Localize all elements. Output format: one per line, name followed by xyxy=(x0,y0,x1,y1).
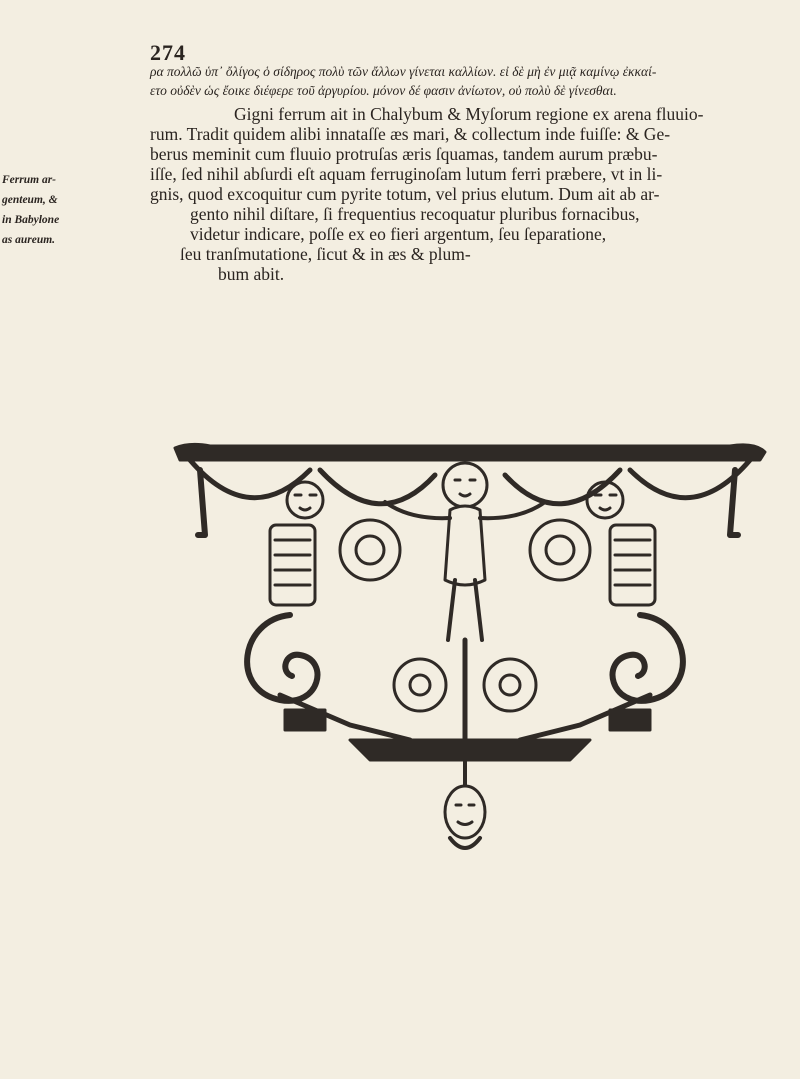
putto-head xyxy=(443,463,487,507)
margin-note-line: in Babylone xyxy=(2,214,60,226)
right-flower xyxy=(484,659,536,711)
page-number: 274 xyxy=(150,40,186,65)
latin-line: ſeu tranſmutatione, ſicut & in æs & plum- xyxy=(180,244,471,264)
right-scroll xyxy=(613,615,683,701)
top-bar xyxy=(175,444,765,460)
left-scroll xyxy=(247,615,317,701)
greek-line: ρα πολλῶ ὑπ᾽ ὄλίγος ὁ σίδηρος πολὺ τῶν ἄλλων γίνεται καλλίων. εἰ δὲ μὴ ἐν μιᾷ καμίνῳ ἐκκαί- xyxy=(150,64,657,79)
base-plinth xyxy=(350,740,590,760)
tailpiece-ornament xyxy=(170,440,768,860)
greek-line: ετο οὐδὲν ὡς ἔοικε διέφερε τοῦ ἀργυρίου. μόνον δέ φασιν ἀνίωτον, οὐ πολὺ δὲ γίνεσθαι. xyxy=(150,83,617,98)
latin-line: rum. Tradit quidem alibi innataſſe æs mari, & collectum inde fuiſſe: & Ge- xyxy=(150,124,671,144)
latin-line: Gigni ferrum ait in Chalybum & Myſorum regione ex arena fluuio- xyxy=(234,104,704,124)
latin-line: iſſe, ſed nihil abſurdi eſt aquam ferruginoſam lutum ferri præbere, vt in li- xyxy=(150,164,663,184)
putto-legs xyxy=(448,580,482,640)
latin-line: gento nihil diſtare, ſi frequentius recoquatur pluribus fornacibus, xyxy=(190,204,640,224)
bottom-mask xyxy=(445,786,485,838)
margin-note-line: as aureum. xyxy=(2,234,56,246)
right-foliage xyxy=(530,520,590,580)
margin-note xyxy=(2,170,92,250)
greek-text-block xyxy=(150,62,790,100)
right-column xyxy=(610,525,655,605)
latin-line: videtur indicare, poſſe ex eo fieri argentum, ſeu ſeparatione, xyxy=(190,224,607,244)
left-flower xyxy=(394,659,446,711)
latin-line: berus meminit cum fluuio protruſas æris ſquamas, tandem aurum præbu- xyxy=(150,144,658,164)
right-base-block xyxy=(610,710,650,730)
left-column xyxy=(270,525,315,605)
left-base-block xyxy=(285,710,325,730)
right-inner-swag xyxy=(505,470,620,504)
left-inner-swag xyxy=(320,470,435,504)
left-swag xyxy=(190,460,310,498)
latin-line: gnis, quod excoquitur cum pyrite totum, vel prius elutum. Dum ait ab ar- xyxy=(150,184,660,204)
putto-right-arm xyxy=(480,502,545,518)
latin-commentary xyxy=(150,104,790,284)
left-mask xyxy=(287,482,323,518)
latin-line: bum abit. xyxy=(218,264,285,284)
margin-note-line: genteum, & xyxy=(2,194,58,206)
margin-note-line: Ferrum ar- xyxy=(2,174,56,186)
left-tassel xyxy=(198,470,205,535)
left-foliage xyxy=(340,520,400,580)
